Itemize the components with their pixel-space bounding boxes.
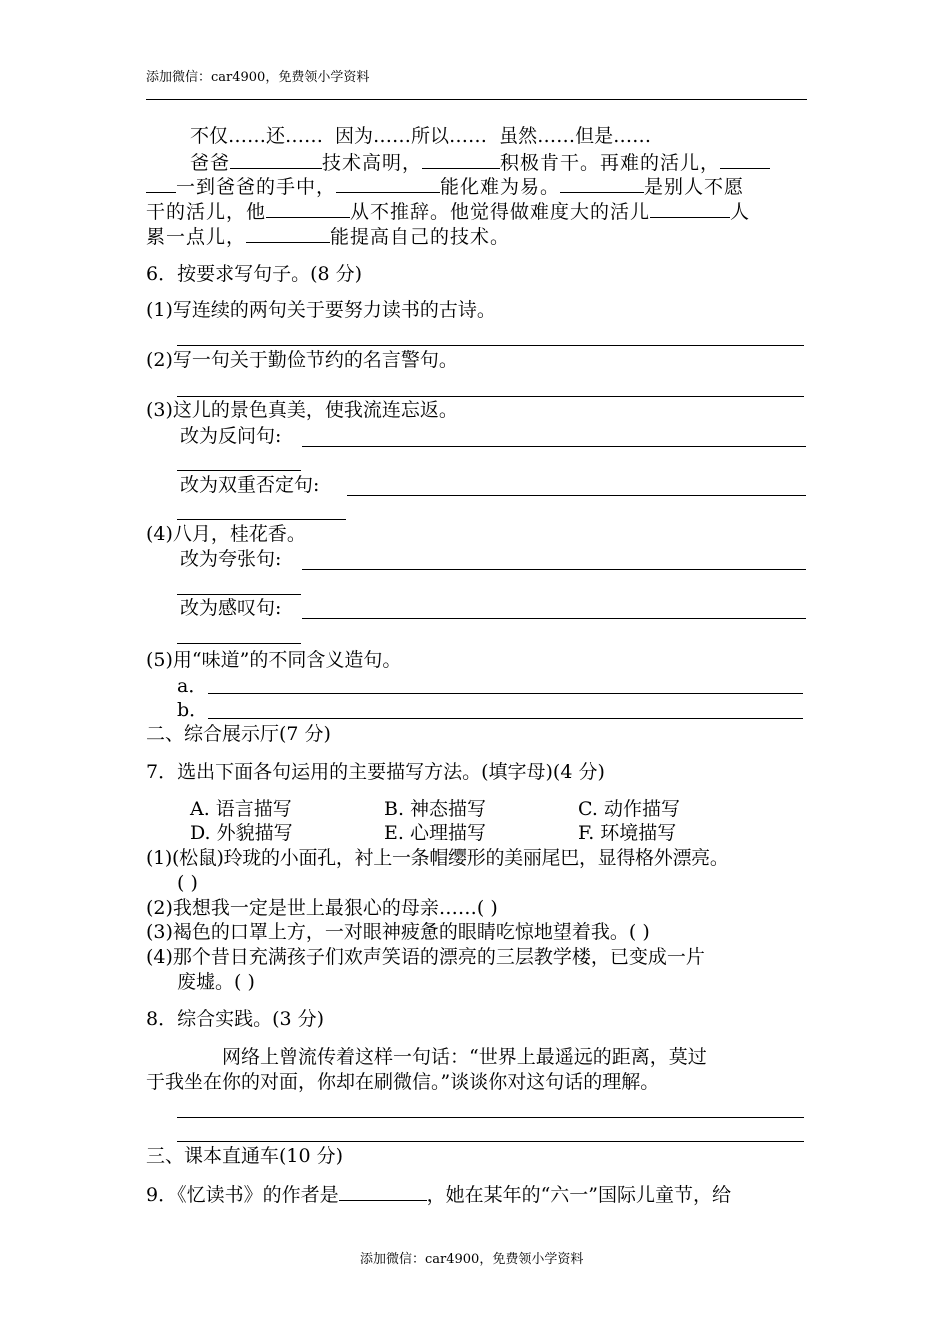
- answer-line[interactable]: [177, 594, 301, 595]
- header-rule: [146, 99, 807, 100]
- q6-part2: (2)写一句关于勤俭节约的名言警句。: [146, 349, 458, 371]
- q7-option-d: D. 外貌描写: [190, 822, 293, 844]
- q7-sentence-4-cont: 废墟。( ): [177, 971, 255, 993]
- answer-blank[interactable]: [650, 199, 730, 218]
- answer-line[interactable]: [302, 618, 806, 619]
- q7-sentence-4: (4)那个昔日充满孩子们欢声笑语的漂亮的三层教学楼，已变成一片: [146, 946, 705, 968]
- answer-blank[interactable]: [146, 174, 176, 193]
- q8-text-1: 网络上曾流传着这样一句话：“世界上最遥远的距离，莫过: [222, 1046, 707, 1068]
- answer-line[interactable]: [302, 569, 806, 570]
- q6-part4: (4)八月，桂花香。: [146, 523, 306, 545]
- q5-line1: 爸爸 技术高明， 积极肯干。再难的活儿，: [190, 150, 770, 175]
- q6-part5-a: a．: [177, 675, 208, 697]
- q5-line2: 一到爸爸的手中， 能化难为易。 是别人不愿: [146, 174, 744, 199]
- answer-line[interactable]: [177, 470, 301, 471]
- answer-line[interactable]: [302, 446, 806, 447]
- q9-line: 9．《忆读书》的作者是 ，她在某年的“六一”国际儿童节，给: [146, 1184, 732, 1206]
- answer-blank[interactable]: [560, 174, 644, 193]
- q7-sentence-1: (1)(松鼠)玲珑的小面孔，衬上一条帽缨形的美丽尾巴，显得格外漂亮。: [146, 847, 729, 869]
- q6-part5-b: b．: [177, 699, 209, 721]
- answer-line[interactable]: [177, 519, 346, 520]
- q6-title: 6．按要求写句子。(8 分): [146, 263, 363, 285]
- answer-line[interactable]: [177, 643, 301, 644]
- answer-line[interactable]: [177, 345, 804, 346]
- q6-part4-exclamation: 改为感叹句:: [180, 597, 282, 619]
- q5-line3: 干的活儿，他 从不推辞。他觉得做难度大的活儿 人: [146, 201, 751, 223]
- answer-line[interactable]: [208, 693, 803, 694]
- answer-blank[interactable]: [422, 150, 500, 169]
- answer-line[interactable]: [177, 1117, 804, 1118]
- q7-sentence-3: (3)褐色的口罩上方，一对眼神疲惫的眼睛吃惊地望着我。( ): [146, 921, 650, 943]
- section-2-title: 二、综合展示厅(7 分): [146, 723, 331, 745]
- answer-blank[interactable]: [336, 174, 440, 193]
- q8-title: 8．综合实践。(3 分): [146, 1008, 325, 1030]
- q8-text-2: 于我坐在你的对面，你却在刷微信。”谈谈你对这句话的理解。: [146, 1071, 660, 1093]
- answer-blank[interactable]: [246, 224, 330, 243]
- answer-blank[interactable]: [339, 1182, 427, 1201]
- q6-part1: (1)写连续的两句关于要努力读书的古诗。: [146, 299, 496, 321]
- answer-blank[interactable]: [720, 150, 770, 169]
- answer-line[interactable]: [177, 396, 804, 397]
- q7-option-f: F. 环境描写: [578, 822, 677, 844]
- q7-option-b: B. 神态描写: [384, 798, 487, 820]
- q7-sentence-2: (2)我想我一定是世上最狠心的母亲……( ): [146, 897, 498, 919]
- q7-title: 7．选出下面各句运用的主要描写方法。(填字母)(4 分): [146, 761, 605, 783]
- answer-blank[interactable]: [266, 199, 350, 218]
- q6-part3-rhetorical: 改为反问句:: [180, 425, 282, 447]
- q6-part4-exaggeration: 改为夸张句:: [180, 548, 282, 570]
- q7-option-c: C. 动作描写: [578, 798, 680, 820]
- q7-option-a: A. 语言描写: [190, 798, 292, 820]
- q7-option-e: E. 心理描写: [384, 822, 486, 844]
- section-3-title: 三、课本直通车(10 分): [146, 1145, 344, 1167]
- q6-part5: (5)用“味道”的不同含义造句。: [146, 649, 402, 671]
- answer-line[interactable]: [208, 718, 803, 719]
- answer-blank[interactable]: [230, 150, 322, 169]
- q6-part3: (3)这儿的景色真美，使我流连忘返。: [146, 399, 458, 421]
- q5-options: 不仅……还…… 因为……所以…… 虽然……但是……: [190, 125, 652, 147]
- answer-line[interactable]: [347, 495, 806, 496]
- page-header: 添加微信：car4900，免费领小学资料: [146, 70, 370, 85]
- q6-part3-double-negative: 改为双重否定句:: [180, 474, 320, 496]
- q7-answer-1[interactable]: ( ): [177, 872, 198, 894]
- page-footer: 添加微信：car4900，免费领小学资料: [360, 1252, 584, 1267]
- answer-line[interactable]: [177, 1141, 804, 1142]
- q5-line4: 累一点儿， 能提高自己的技术。: [146, 226, 511, 248]
